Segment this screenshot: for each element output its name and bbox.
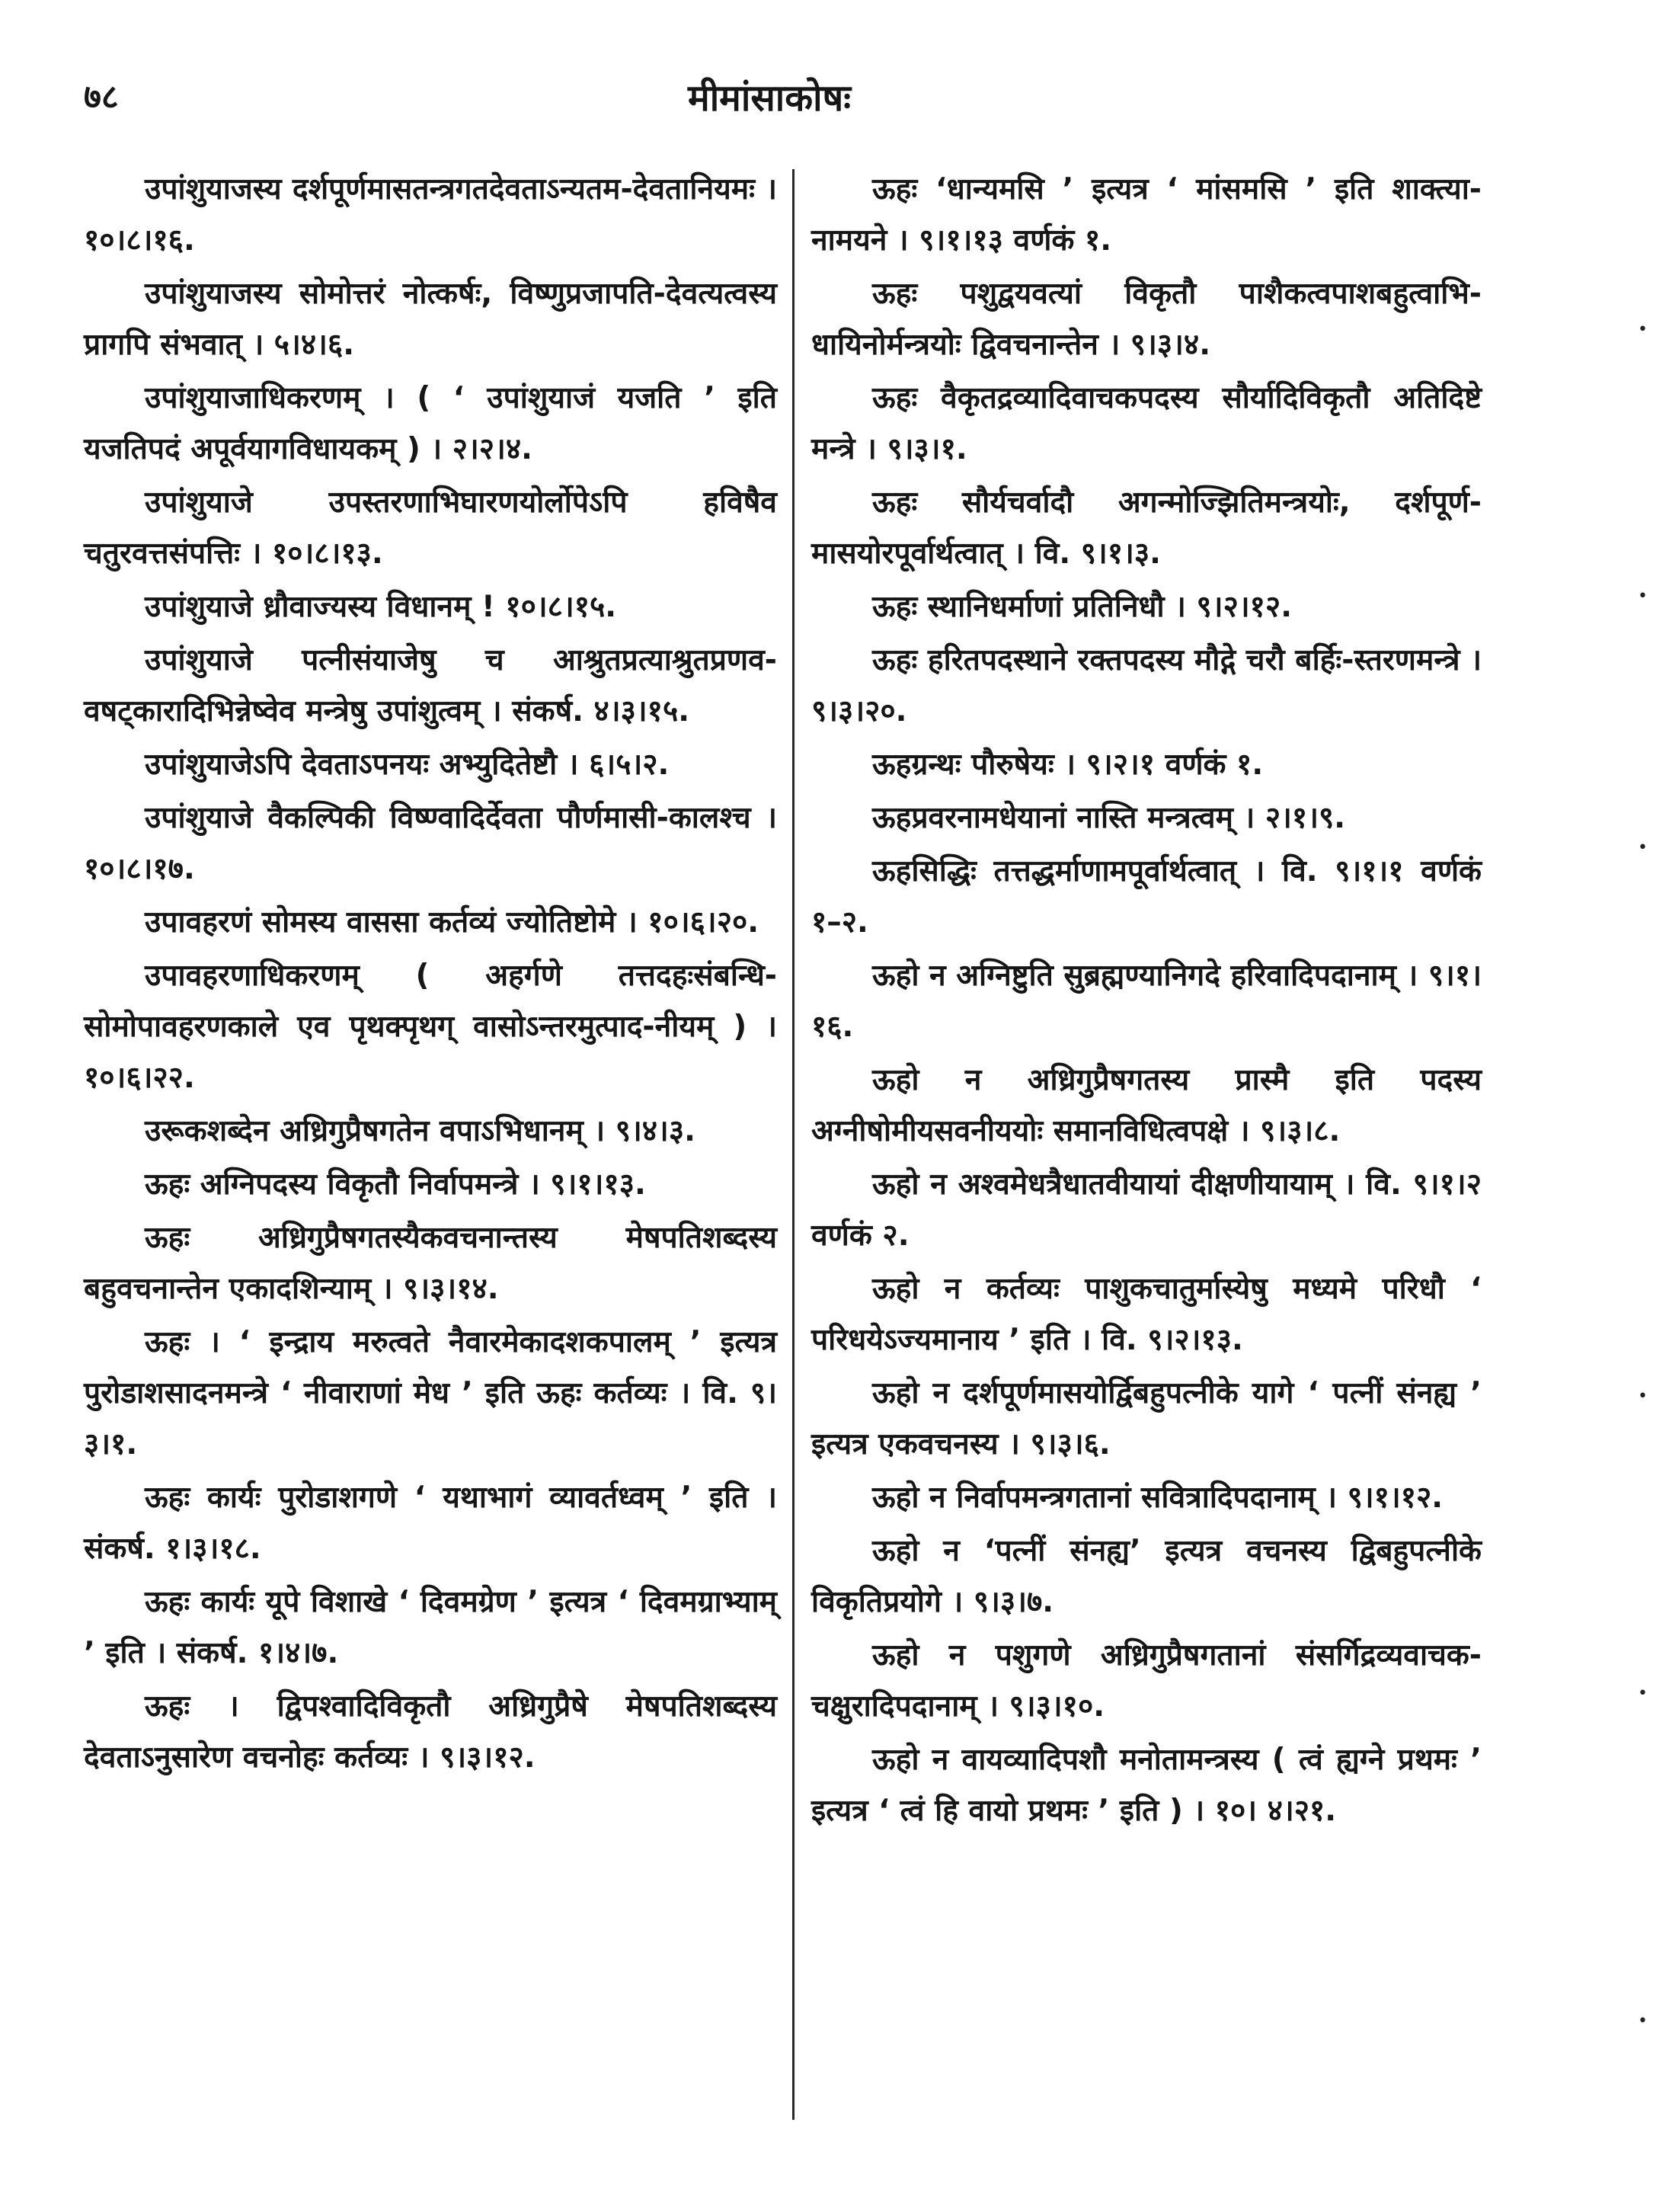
margin-dot: • xyxy=(1638,1387,1648,1406)
entry: ऊहः अग्निपदस्य विकृतौ निर्वापमन्त्रे । ९।१।१३. xyxy=(145,1167,646,1202)
entry: उपांशुयाजे पत्नीसंयाजेषु च आश्रुतप्रत्याश्रुतप्रणव-वषट्कारादिभिन्नेष्वेव मन्त्रेषु उपांशुत्वम् । संकर्ष. ४।३।१५. xyxy=(84,643,777,728)
entry: ऊहो न दर्शपूर्णमासयोर्द्विबहुपत्नीके यागे ‘ पत्नीं संनह्य ’ इत्यत्र एकवचनस्य । ९।३।६. xyxy=(811,1376,1482,1461)
entry: उपावहरणाधिकरणम् ( अहर्गणे तत्तदहःसंबन्धि-सोमोपावहरणकाले एव पृथक्पृथग् वासोऽन्तरमुत्पाद-नीयम् ) । १०।६।२२. xyxy=(84,959,777,1095)
entry: उपांशुयाजे उपस्तरणाभिघारणयोर्लोपेऽपि हविषैव चतुरवत्तसंपत्तिः । १०।८।१३. xyxy=(84,485,777,571)
entry: उपांशुयाजे ध्रौवाज्यस्य विधानम् ! १०।८।१५. xyxy=(145,590,617,624)
entry: ऊहः कार्यः यूपे विशाखे ‘ दिवमग्रेण ’ इत्यत्र ‘ दिवमग्राभ्याम् ’ इति । संकर्ष. १।४।७. xyxy=(84,1585,777,1670)
entry: ऊहप्रवरनामधेयानां नास्ति मन्त्रत्वम् । २।१।९. xyxy=(872,801,1346,835)
entry: ऊहो न वायव्यादिपशौ मनोतामन्त्रस्य ( त्वं ह्यग्ने प्रथमः ’ इत्यत्र ‘ त्वं हि वायो प्रथमः ’ इति ) । १०। ४।२१. xyxy=(811,1743,1482,1828)
entry: ऊहः पशुद्वयवत्यां विकृतौ पाशैकत्वपाशबहुत्वाभि-धायिनोर्मन्त्रयोः द्विवचनान्तेन । ९।३।४. xyxy=(811,277,1482,362)
entry: उपांशुयाजेऽपि देवताऽपनयः अभ्युदितेष्टौ । ६।५।२. xyxy=(145,747,670,782)
entry: ऊहसिद्धिः तत्तद्धर्माणामपूर्वार्थत्वात् । वि. ९।१।१ वर्णकं १–२. xyxy=(811,854,1482,940)
entry: ऊहः अध्रिगुप्रैषगतस्यैकवचनान्तस्य मेषपतिशब्दस्य बहुवचनान्तेन एकादशिन्याम् । ९।३।१४. xyxy=(84,1221,777,1306)
margin-dot: • xyxy=(1638,1684,1648,1703)
entry: उपांशुयाजे वैकल्पिकी विष्ण्वादिर्देवता पौर्णमासी-कालश्च । १०।८।१७. xyxy=(84,801,777,886)
entry: ऊहो न निर्वापमन्त्रगतानां सवित्रादिपदानाम् । ९।१।१२. xyxy=(872,1481,1444,1515)
entry: ऊहो न ‘पत्नीं संनह्य’ इत्यत्र वचनस्य द्विबहुपत्नीके विकृतिप्रयोगे । ९।३।७. xyxy=(811,1534,1482,1619)
column-divider xyxy=(792,169,795,2120)
entry: ऊहः ‘धान्यमसि ’ इत्यत्र ‘ मांसमसि ’ इति शाक्त्या-नामयने । ९।१।१३ वर्णकं १. xyxy=(811,172,1482,258)
entry: ऊहः सौर्यचर्वादौ अगन्मोज्झितिमन्त्रयोः, दर्शपूर्ण-मासयोरपूर्वार्थत्वात् । वि. ९।१।३. xyxy=(811,485,1482,571)
entry: ऊहो न अश्वमेधत्रैधातवीयायां दीक्षणीयायाम् । वि. ९।१।२ वर्णकं २. xyxy=(811,1167,1482,1253)
right-column xyxy=(811,164,1482,1839)
entry: उपांशुयाजाधिकरणम् । ( ‘ उपांशुयाजं यजति ’ इति यजतिपदं अपूर्वयागविधायकम् ) । २।२।४. xyxy=(84,381,777,466)
entry: ऊहग्रन्थः पौरुषेयः । ९।२।१ वर्णकं १. xyxy=(872,747,1264,782)
page-header xyxy=(84,72,1455,141)
entry: ऊहः स्थानिधर्माणां प्रतिनिधौ । ९।२।१२. xyxy=(872,590,1293,624)
entry: ऊहः हरितपदस्थाने रक्तपदस्य मौद्गे चरौ बर्हिः-स्तरणमन्त्रे । ९।३।२०. xyxy=(811,643,1482,728)
entry: उपावहरणं सोमस्य वाससा कर्तव्यं ज्योतिष्टोमे । १०।६।२०. xyxy=(145,905,759,940)
entry: ऊहो न अध्रिगुप्रैषगतस्य प्रास्मै इति पदस्य अग्नीषोमीयसवनीययोः समानविधित्वपक्षे । ९।३।८. xyxy=(811,1063,1482,1148)
entry: उपांशुयाजस्य दर्शपूर्णमासतन्त्रगतदेवताऽन्यतम-देवतानियमः । १०।८।१६. xyxy=(84,172,777,258)
entry: ऊहो न कर्तव्यः पाशुकचातुर्मास्येषु मध्यमे परिधौ ‘ परिधयेऽज्यमानाय ’ इति । वि. ९।२।१३. xyxy=(811,1272,1482,1357)
entry: ऊहः । द्विपश्वादिविकृतौ अध्रिगुप्रैषे मेषपतिशब्दस्य देवताऽनुसारेण वचनोहः कर्तव्यः । ९।३।१२. xyxy=(84,1689,777,1775)
page-number: ७८ xyxy=(84,78,119,117)
margin-dot: • xyxy=(1638,2012,1648,2031)
entry: ऊहः कार्यः पुरोडाशगणे ‘ यथाभागं व्यावर्तध्वम् ’ इति । संकर्ष. १।३।१८. xyxy=(84,1481,777,1566)
margin-dot: • xyxy=(1638,838,1648,857)
margin-dot: • xyxy=(1638,320,1648,339)
entry: ऊहः । ‘ इन्द्राय मरुत्वते नैवारमेकादशकपालम् ’ इत्यत्र पुरोडाशसादनमन्त्रे ‘ नीवाराणां मेध ’ इति ऊहः कर्तव्यः । वि. ९।३।१. xyxy=(84,1325,777,1461)
entry: ऊहः वैकृतद्रव्यादिवाचकपदस्य सौर्यादिविकृतौ अतिदिष्टे मन्त्रे । ९।३।१. xyxy=(811,381,1482,466)
left-column xyxy=(84,164,777,1785)
entry: उपांशुयाजस्य सोमोत्तरं नोत्कर्षः, विष्णुप्रजापति-देवत्यत्वस्य प्रागपि संभवात् । ५।४।६. xyxy=(84,277,777,362)
margin-dot: • xyxy=(1638,587,1648,606)
entry: ऊहो न अग्निष्टुति सुब्रह्मण्यानिगदे हरिवादिपदानाम् । ९।१।१६. xyxy=(811,959,1482,1044)
entry: ऊहो न पशुगणे अध्रिगुप्रैषगतानां संसर्गिद्रव्यवाचक-चक्षुरादिपदानाम् । ९।३।१०. xyxy=(811,1638,1482,1724)
running-title: मीमांसाकोषः xyxy=(688,77,851,120)
entry: उरूकशब्देन अध्रिगुप्रैषगतेन वपाऽभिधानम् । ९।४।३. xyxy=(145,1114,695,1148)
